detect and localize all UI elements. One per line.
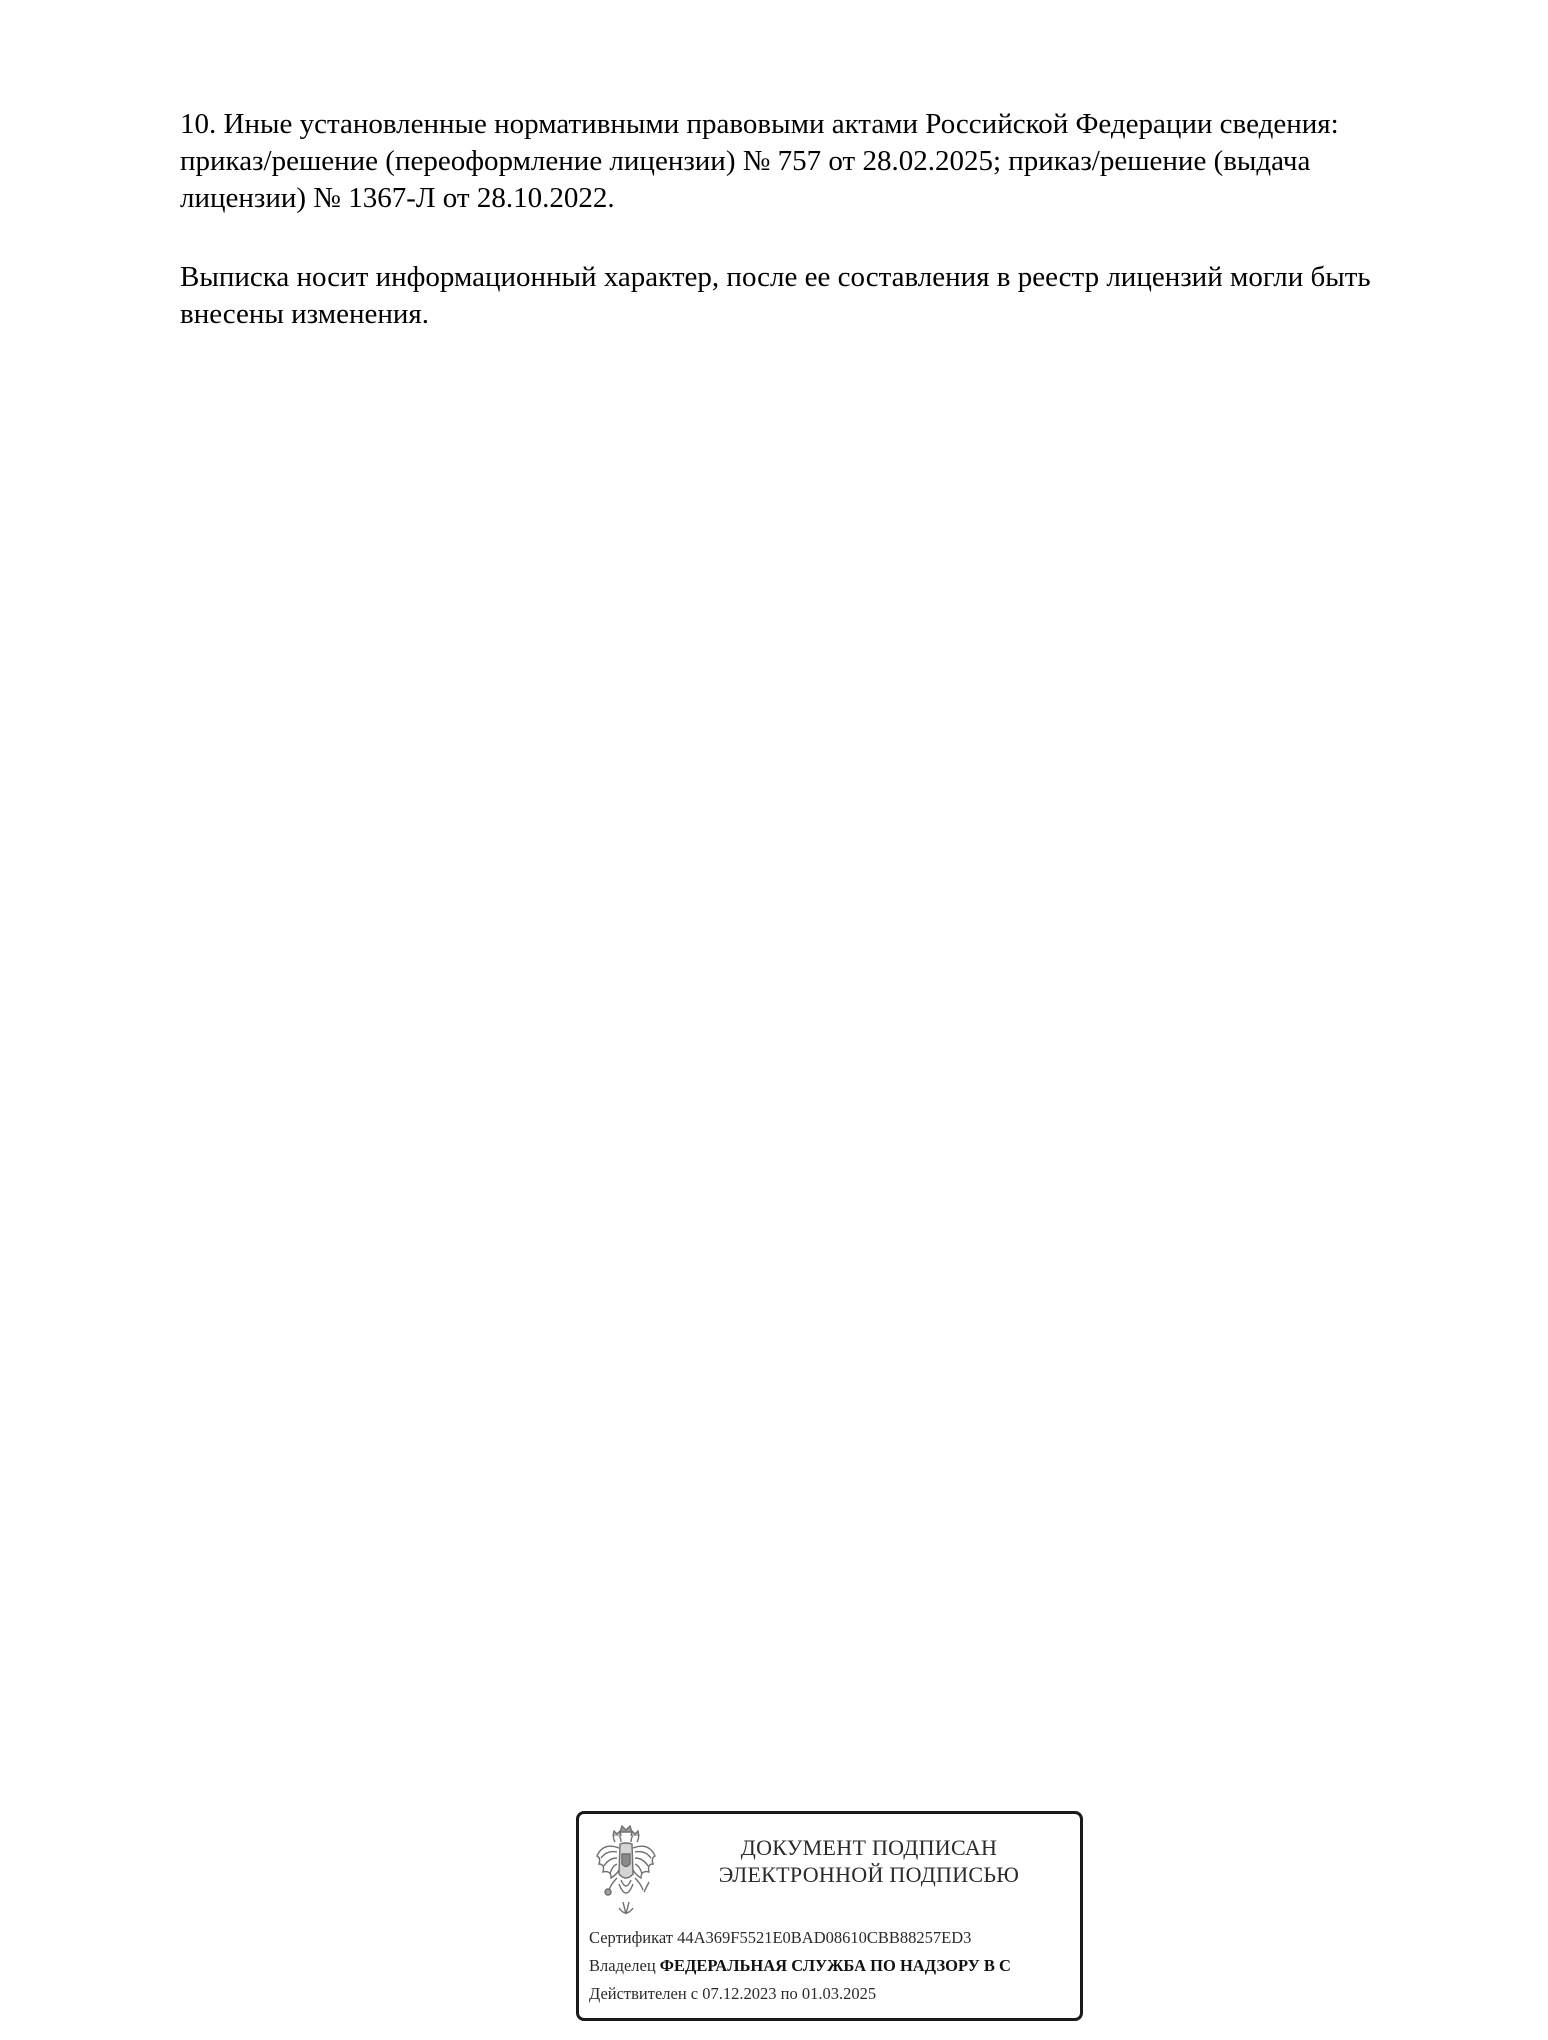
paragraph-line: внесены изменения. bbox=[180, 298, 429, 330]
certificate-value: 44A369F5521E0BAD08610CBB88257ED3 bbox=[677, 1928, 972, 1947]
stamp-title bbox=[669, 1834, 1069, 1888]
stamp-title-line: ЭЛЕКТРОННОЙ ПОДПИСЬЮ bbox=[718, 1862, 1020, 1887]
paragraph-line: Выписка носит информационный характер, после ее составления в реестр лицензий могли быть bbox=[180, 261, 1371, 293]
paragraph-disclaimer bbox=[180, 259, 1480, 333]
stamp-title-line: ДОКУМЕНТ ПОДПИСАН bbox=[740, 1835, 998, 1860]
electronic-signature-stamp bbox=[576, 1811, 1083, 2021]
validity-row: Действителен с 07.12.2023 по 01.03.2025 bbox=[589, 1984, 877, 2003]
russian-coat-of-arms-icon bbox=[593, 1822, 659, 1922]
owner-row bbox=[589, 1952, 1011, 1980]
certificate-label: Сертификат bbox=[589, 1928, 673, 1947]
stamp-details bbox=[589, 1924, 1011, 2008]
owner-label: Владелец bbox=[589, 1956, 656, 1975]
paragraph-other-regulatory-info bbox=[180, 106, 1480, 217]
owner-value: ФЕДЕРАЛЬНАЯ СЛУЖБА ПО НАДЗОРУ В С bbox=[659, 1956, 1011, 1975]
paragraph-line: лицензии) № 1367-Л от 28.10.2022. bbox=[180, 182, 615, 214]
paragraph-line: приказ/решение (переоформление лицензии) № 757 от 28.02.2025; приказ/решение (выдача bbox=[180, 145, 1311, 177]
paragraph-line: 10. Иные установленные нормативными правовыми актами Российской Федерации сведения: bbox=[180, 108, 1339, 140]
certificate-row bbox=[589, 1924, 1011, 1952]
